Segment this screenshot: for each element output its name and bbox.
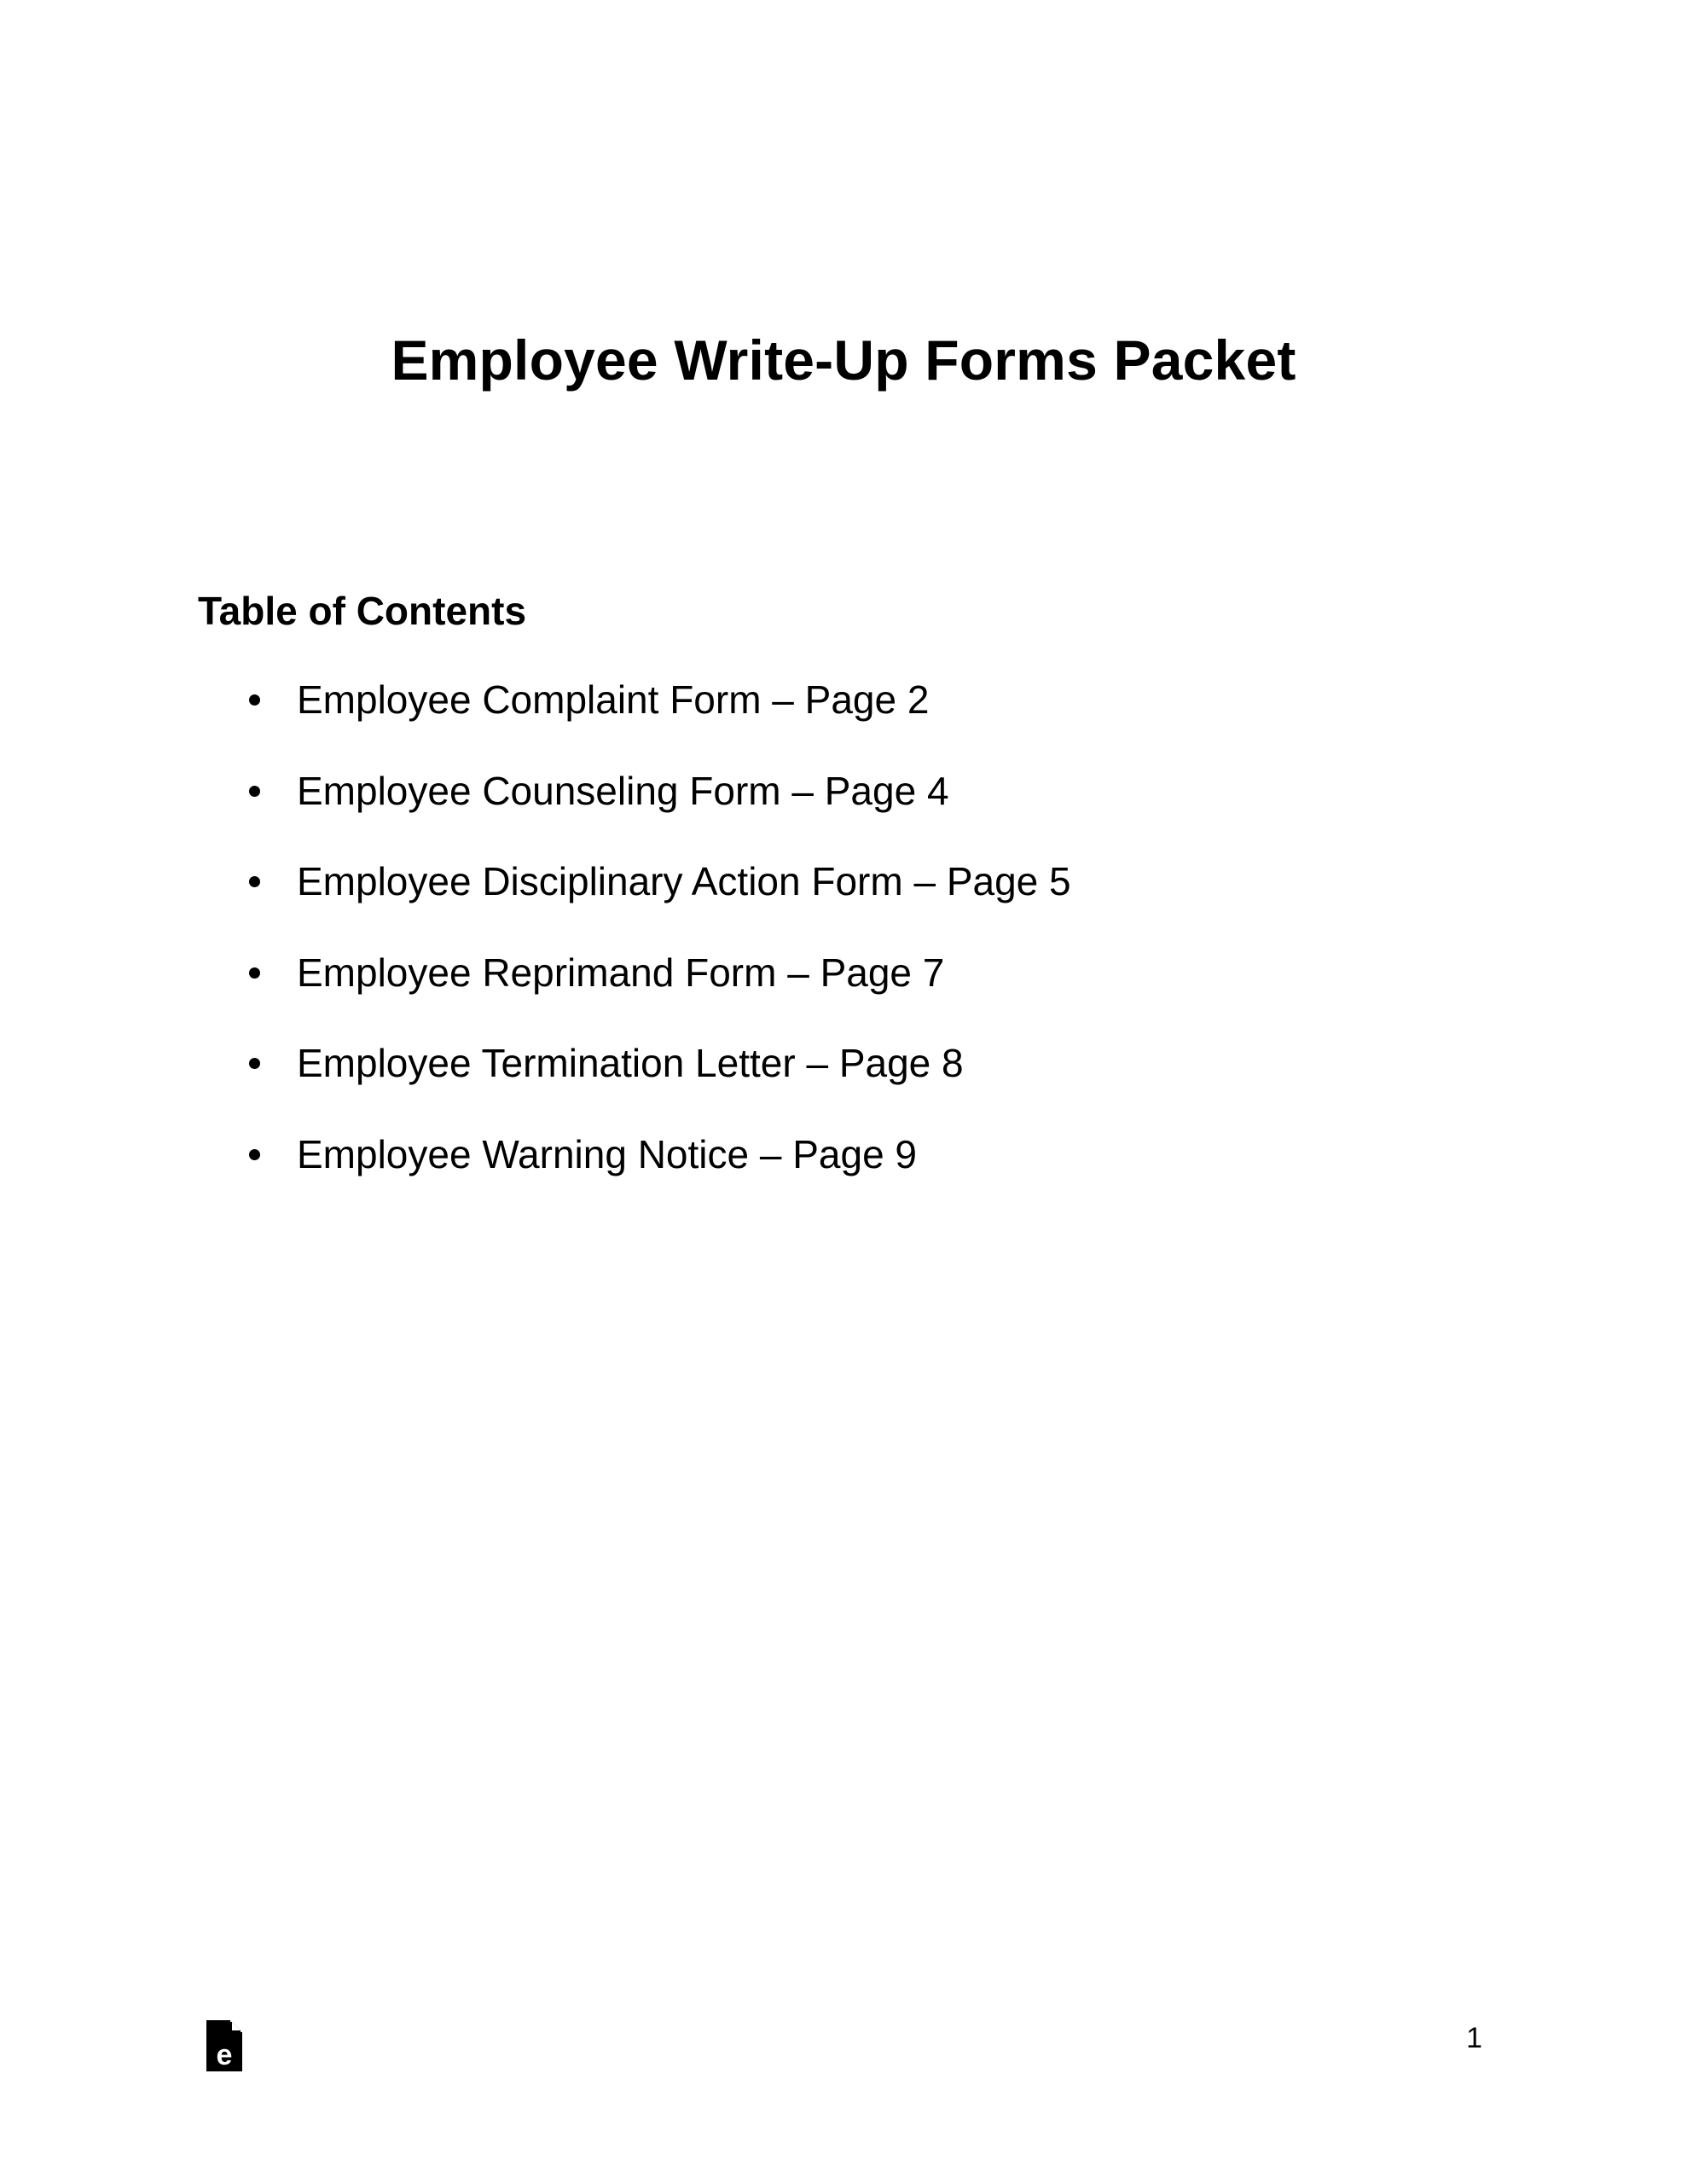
bullet-icon xyxy=(249,1058,260,1069)
document-e-icon xyxy=(205,2018,244,2073)
bullet-icon xyxy=(249,694,260,706)
bullet-icon xyxy=(249,1149,260,1160)
bullet-icon xyxy=(249,967,260,979)
document-title: Employee Write-Up Forms Packet xyxy=(391,328,1296,392)
toc-item-label: Employee Counseling Form – Page 4 xyxy=(297,768,949,813)
toc-item-label: Employee Warning Notice – Page 9 xyxy=(297,1131,918,1176)
toc-heading: Table of Contents xyxy=(198,589,527,633)
toc-item-label: Employee Termination Letter – Page 8 xyxy=(297,1041,964,1086)
toc-item-label: Employee Complaint Form – Page 2 xyxy=(297,677,930,722)
toc-item-label: Employee Reprimand Form – Page 7 xyxy=(297,950,945,995)
page-number: 1 xyxy=(1466,2022,1482,2054)
toc-item-label: Employee Disciplinary Action Form – Page 5 xyxy=(297,859,1071,904)
svg-text:e: e xyxy=(216,2039,233,2071)
bullet-icon xyxy=(249,786,260,797)
bullet-icon xyxy=(249,876,260,887)
